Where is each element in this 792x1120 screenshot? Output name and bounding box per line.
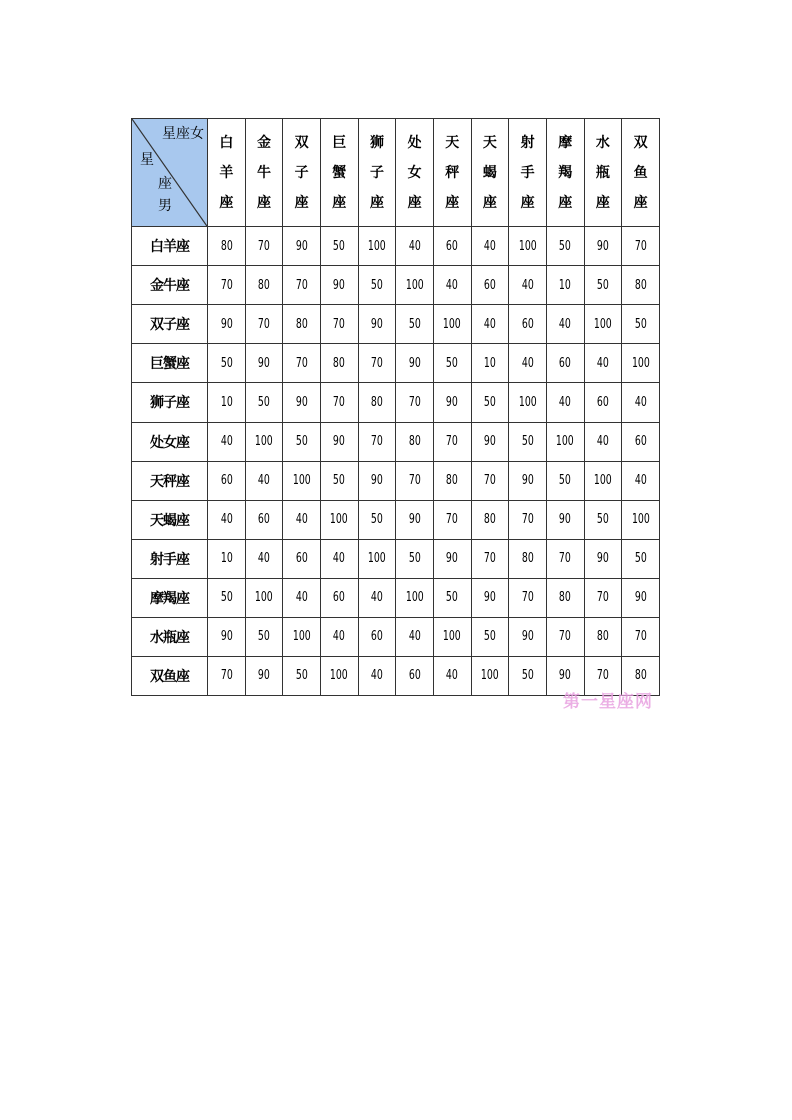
table-cell: 80: [588, 617, 618, 656]
table-row: [132, 500, 660, 539]
table-cell: 90: [211, 617, 241, 656]
table-cell: 90: [588, 539, 618, 578]
table-cell: 70: [475, 539, 505, 578]
table-cell: 50: [362, 266, 392, 305]
corner-header-cell: [132, 119, 208, 227]
table-cell: 40: [362, 578, 392, 617]
table-cell: 50: [550, 227, 580, 266]
table-cell: 90: [362, 305, 392, 344]
table-cell: 40: [550, 383, 580, 422]
table-cell: 80: [249, 266, 279, 305]
table-cell: 100: [400, 578, 430, 617]
column-header-label: 狮子座: [369, 134, 384, 211]
table-cell: 40: [550, 305, 580, 344]
table-cell: 90: [475, 578, 505, 617]
table-cell: 80: [625, 656, 655, 695]
table-cell: 50: [211, 578, 241, 617]
table-cell: 40: [249, 539, 279, 578]
table-cell: 50: [400, 305, 430, 344]
table-cell: 40: [211, 500, 241, 539]
table-cell: 50: [475, 383, 505, 422]
table-cell: 70: [513, 578, 543, 617]
table-cell: 70: [588, 578, 618, 617]
table-cell: 100: [475, 656, 505, 695]
table-cell: 50: [475, 617, 505, 656]
table-cell: 70: [249, 305, 279, 344]
table-cell: 70: [625, 227, 655, 266]
table-cell: 90: [475, 422, 505, 461]
header-row: [132, 119, 660, 227]
table-cell: 50: [437, 344, 467, 383]
table-cell: 40: [249, 461, 279, 500]
table-cell: 80: [437, 461, 467, 500]
table-row: [132, 539, 660, 578]
compatibility-table: [131, 118, 660, 696]
watermark-text: 第一星座网: [563, 692, 653, 712]
table-cell: 100: [287, 617, 317, 656]
table-cell: 60: [287, 539, 317, 578]
table-cell: 40: [400, 227, 430, 266]
table-cell: 40: [287, 578, 317, 617]
table-cell: 50: [625, 539, 655, 578]
column-header-label: 双鱼座: [633, 134, 648, 211]
column-header: [208, 119, 246, 227]
column-header: [622, 119, 660, 227]
corner-label-star: 星: [140, 152, 154, 168]
table-cell: 50: [588, 500, 618, 539]
table-cell: 50: [550, 461, 580, 500]
column-header: [396, 119, 434, 227]
table-cell: 90: [550, 656, 580, 695]
table-cell: 100: [588, 461, 618, 500]
table-cell: 70: [287, 344, 317, 383]
table-row: [132, 227, 660, 266]
table-cell: 100: [588, 305, 618, 344]
table-cell: 60: [513, 305, 543, 344]
table-cell: 60: [400, 656, 430, 695]
column-header: [509, 119, 547, 227]
row-header: 摩羯座: [132, 578, 208, 617]
table-cell: 50: [513, 656, 543, 695]
table-cell: 100: [324, 656, 354, 695]
table-cell: 90: [287, 383, 317, 422]
column-header-label: 白羊座: [219, 134, 234, 211]
table-cell: 80: [400, 422, 430, 461]
table-cell: 80: [475, 500, 505, 539]
compatibility-table-wrapper: [131, 118, 660, 696]
table-cell: 10: [475, 344, 505, 383]
column-header: [320, 119, 358, 227]
row-header: 白羊座: [132, 227, 208, 266]
table-cell: 100: [287, 461, 317, 500]
row-header: 处女座: [132, 422, 208, 461]
table-cell: 90: [249, 344, 279, 383]
row-header: 射手座: [132, 539, 208, 578]
table-row: [132, 266, 660, 305]
row-header: 天秤座: [132, 461, 208, 500]
table-cell: 10: [211, 539, 241, 578]
table-cell: 70: [400, 461, 430, 500]
row-header: 双鱼座: [132, 656, 208, 695]
table-cell: 50: [324, 227, 354, 266]
table-cell: 100: [625, 344, 655, 383]
table-cell: 50: [362, 500, 392, 539]
column-header-label: 金牛座: [256, 134, 271, 211]
table-cell: 40: [362, 656, 392, 695]
table-cell: 70: [324, 383, 354, 422]
table-cell: 100: [249, 422, 279, 461]
table-cell: 90: [550, 500, 580, 539]
table-cell: 90: [400, 500, 430, 539]
row-header: 天蝎座: [132, 500, 208, 539]
table-cell: 90: [625, 578, 655, 617]
table-cell: 60: [550, 344, 580, 383]
table-cell: 40: [437, 266, 467, 305]
table-cell: 50: [287, 422, 317, 461]
table-cell: 100: [513, 383, 543, 422]
table-cell: 70: [437, 422, 467, 461]
table-cell: 90: [588, 227, 618, 266]
table-cell: 50: [249, 383, 279, 422]
table-cell: 60: [475, 266, 505, 305]
table-cell: 100: [625, 500, 655, 539]
column-header: [283, 119, 321, 227]
table-cell: 90: [513, 617, 543, 656]
table-cell: 40: [588, 422, 618, 461]
table-cell: 40: [437, 656, 467, 695]
column-header: [433, 119, 471, 227]
corner-label-female: 星座女: [162, 126, 204, 142]
table-row: [132, 383, 660, 422]
table-cell: 50: [513, 422, 543, 461]
table-row: [132, 305, 660, 344]
table-cell: 60: [249, 500, 279, 539]
table-cell: 90: [400, 344, 430, 383]
table-cell: 80: [513, 539, 543, 578]
table-row: [132, 344, 660, 383]
table-cell: 40: [211, 422, 241, 461]
table-cell: 50: [287, 656, 317, 695]
table-cell: 70: [211, 656, 241, 695]
corner-label-male: 座男: [158, 176, 172, 214]
table-cell: 70: [362, 344, 392, 383]
table-cell: 100: [437, 617, 467, 656]
row-header: 水瓶座: [132, 617, 208, 656]
table-cell: 40: [475, 305, 505, 344]
table-cell: 80: [362, 383, 392, 422]
column-header-label: 处女座: [407, 134, 422, 211]
table-cell: 90: [287, 227, 317, 266]
table-cell: 40: [625, 383, 655, 422]
table-cell: 70: [625, 617, 655, 656]
table-cell: 50: [437, 578, 467, 617]
table-cell: 70: [437, 500, 467, 539]
table-cell: 90: [324, 422, 354, 461]
table-cell: 70: [588, 656, 618, 695]
table-cell: 40: [287, 500, 317, 539]
table-cell: 60: [211, 461, 241, 500]
table-cell: 70: [400, 383, 430, 422]
table-cell: 50: [324, 461, 354, 500]
column-header-label: 射手座: [520, 134, 535, 211]
table-cell: 70: [249, 227, 279, 266]
table-cell: 70: [550, 539, 580, 578]
table-cell: 60: [437, 227, 467, 266]
column-header-label: 双子座: [294, 134, 309, 211]
table-cell: 70: [550, 617, 580, 656]
table-cell: 50: [211, 344, 241, 383]
table-cell: 100: [249, 578, 279, 617]
table-cell: 80: [211, 227, 241, 266]
table-cell: 90: [513, 461, 543, 500]
table-cell: 70: [475, 461, 505, 500]
row-header: 双子座: [132, 305, 208, 344]
table-cell: 50: [249, 617, 279, 656]
table-cell: 70: [362, 422, 392, 461]
table-cell: 100: [362, 539, 392, 578]
column-header: [358, 119, 396, 227]
table-cell: 40: [625, 461, 655, 500]
column-header: [546, 119, 584, 227]
table-cell: 50: [625, 305, 655, 344]
table-cell: 80: [625, 266, 655, 305]
table-cell: 80: [287, 305, 317, 344]
row-header: 金牛座: [132, 266, 208, 305]
table-cell: 50: [588, 266, 618, 305]
table-cell: 40: [588, 344, 618, 383]
row-header: 巨蟹座: [132, 344, 208, 383]
table-row: [132, 461, 660, 500]
column-header-label: 天秤座: [445, 134, 460, 211]
table-cell: 40: [513, 266, 543, 305]
table-cell: 90: [437, 383, 467, 422]
table-row: [132, 422, 660, 461]
table-cell: 60: [625, 422, 655, 461]
table-cell: 10: [550, 266, 580, 305]
column-header-label: 水瓶座: [595, 134, 610, 211]
table-cell: 40: [513, 344, 543, 383]
column-header-label: 摩羯座: [558, 134, 573, 211]
table-cell: 10: [211, 383, 241, 422]
table-cell: 40: [400, 617, 430, 656]
table-cell: 100: [400, 266, 430, 305]
table-cell: 90: [324, 266, 354, 305]
table-cell: 100: [513, 227, 543, 266]
table-cell: 100: [550, 422, 580, 461]
table-cell: 50: [400, 539, 430, 578]
column-header: [471, 119, 509, 227]
table-cell: 80: [550, 578, 580, 617]
table-cell: 70: [324, 305, 354, 344]
table-cell: 100: [324, 500, 354, 539]
table-cell: 90: [437, 539, 467, 578]
column-header: [245, 119, 283, 227]
table-cell: 90: [249, 656, 279, 695]
table-cell: 90: [362, 461, 392, 500]
table-cell: 70: [211, 266, 241, 305]
column-header: [584, 119, 622, 227]
table-row: [132, 617, 660, 656]
table-cell: 100: [362, 227, 392, 266]
table-cell: 70: [513, 500, 543, 539]
table-cell: 80: [324, 344, 354, 383]
table-cell: 60: [362, 617, 392, 656]
column-header-label: 巨蟹座: [332, 134, 347, 211]
table-cell: 60: [324, 578, 354, 617]
column-header-label: 天蝎座: [482, 134, 497, 211]
table-cell: 60: [588, 383, 618, 422]
table-cell: 90: [211, 305, 241, 344]
table-cell: 100: [437, 305, 467, 344]
table-cell: 70: [287, 266, 317, 305]
table-cell: 40: [324, 617, 354, 656]
row-header: 狮子座: [132, 383, 208, 422]
table-row: [132, 578, 660, 617]
table-cell: 40: [324, 539, 354, 578]
table-cell: 40: [475, 227, 505, 266]
